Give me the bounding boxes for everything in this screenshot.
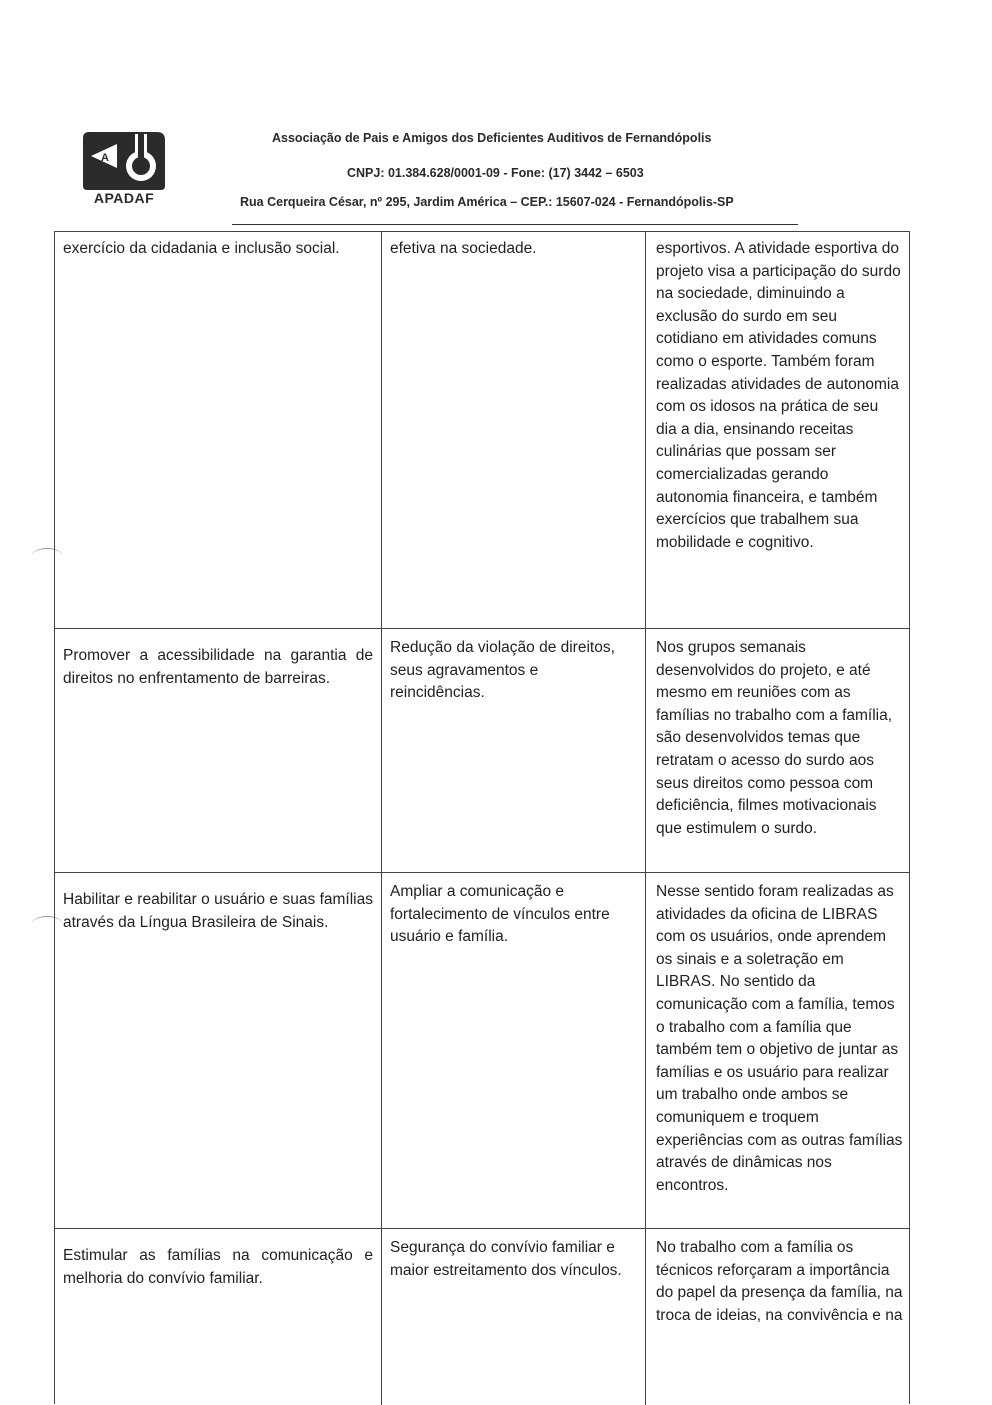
table-row	[55, 628, 909, 872]
description-cell	[646, 629, 909, 872]
address: Rua Cerqueira César, nº 295, Jardim América – CEP.: 15607-024 - Fernandópolis-SP	[240, 195, 734, 209]
association-name: Associação de Pais e Amigos dos Deficientes Auditivos de Fernandópolis	[272, 131, 712, 145]
result-cell	[382, 629, 646, 872]
table-row	[55, 232, 909, 628]
result-text: Segurança do convívio familiar e maior estreitamento dos vínculos.	[390, 1239, 622, 1279]
objective-cell	[55, 629, 382, 872]
objective-text: Habilitar e reabilitar o usuário e suas famílias através da Língua Brasileira de Sinais.	[63, 891, 373, 931]
description-cell	[646, 232, 909, 628]
ear-logo-icon	[79, 130, 169, 192]
objective-cell	[55, 1229, 382, 1405]
result-cell	[382, 1229, 646, 1405]
description-cell	[646, 1229, 909, 1405]
result-cell	[382, 232, 646, 628]
result-text: Ampliar a comunicação e fortalecimento de vínculos entre usuário e família.	[390, 883, 610, 946]
objectives-table	[54, 231, 910, 1404]
description-text: Nos grupos semanais desenvolvidos do projeto, e até mesmo em reuniões com as famílias no trabalho com a família, são desenvolvidos temas que retratam o acesso do surdo aos seus direitos como pessoa com deficiência, filmes motivacionais que estimulem o surdo.	[656, 639, 893, 837]
header-rule	[232, 224, 798, 225]
result-cell	[382, 873, 646, 1228]
description-text: esportivos. A atividade esportiva do projeto visa a participação do surdo na sociedade, diminuindo a exclusão do surdo em seu cotidiano em atividades comuns como o esporte. Também foram realizadas atividades de autonomia com os idosos na prática de seu dia a dia, ensinando receitas culinárias que possam ser comercializadas gerando autonomia financeira, e também exercícios que trabalhem sua mobilidade e cognitivo.	[656, 240, 901, 551]
table-row	[55, 872, 909, 1228]
table-row	[55, 1228, 909, 1405]
result-text: efetiva na sociedade.	[390, 240, 537, 257]
description-cell	[646, 873, 909, 1228]
objective-cell	[55, 232, 382, 628]
objective-text: Promover a acessibilidade na garantia de direitos no enfrentamento de barreiras.	[63, 647, 373, 687]
objective-text: Estimular as famílias na comunicação e melhoria do convívio familiar.	[63, 1247, 373, 1287]
objective-cell	[55, 873, 382, 1228]
description-text: No trabalho com a família os técnicos reforçaram a importância do papel da presença da família, na troca de ideias, na convivência e na	[656, 1239, 903, 1324]
apadaf-logo	[79, 130, 169, 210]
description-text: Nesse sentido foram realizadas as atividades da oficina de LIBRAS com os usuários, onde aprendem os sinais e a soletração em LIBRAS. No sentido da comunicação com a família, temos o trabalho com a família que também tem o objetivo de juntar as famílias e os usuário para realizar um trabalho onde ambos se comuniquem e troquem experiências com as outras famílias através de dinâmicas nos encontros.	[656, 883, 903, 1194]
logo-text: APADAF	[93, 190, 155, 206]
result-text: Redução da violação de direitos, seus agravamentos e reincidências.	[390, 639, 615, 702]
cnpj-phone: CNPJ: 01.384.628/0001-09 - Fone: (17) 3442 – 6503	[347, 166, 644, 180]
svg-text:A: A	[101, 152, 109, 164]
objective-text: exercício da cidadania e inclusão social.	[63, 240, 340, 257]
